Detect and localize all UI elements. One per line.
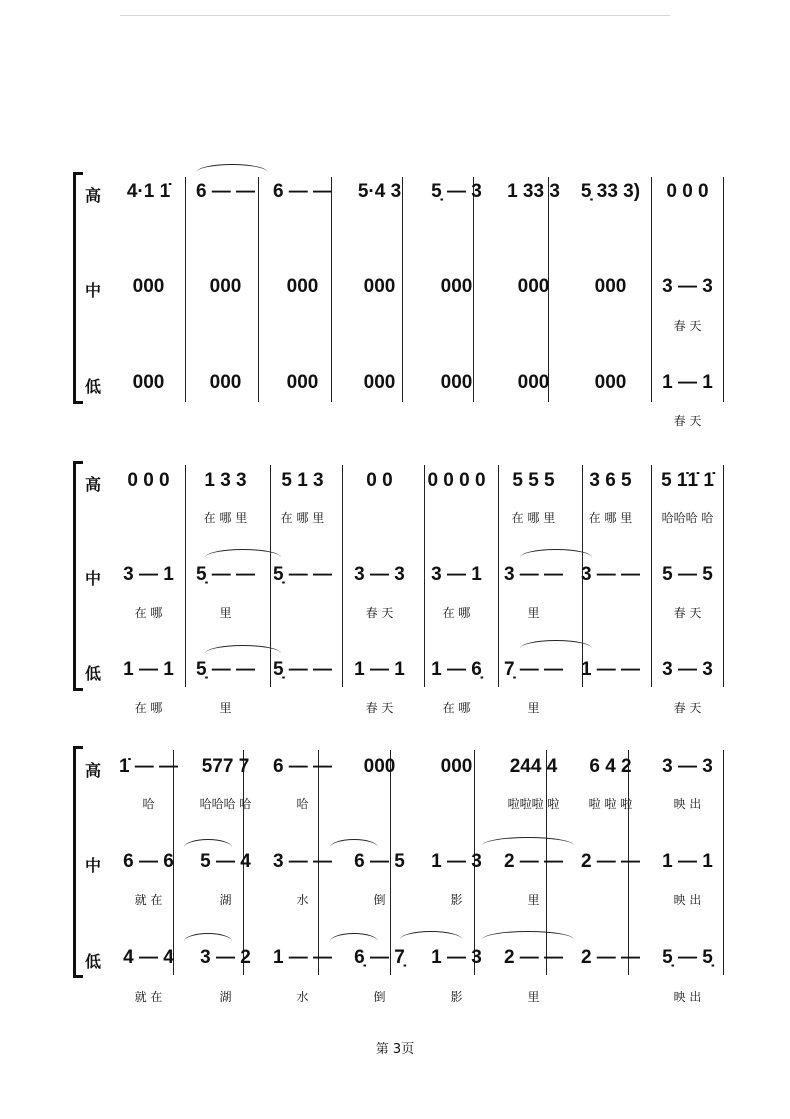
voice-label-mid: 中 [85, 569, 102, 588]
measure: 000 [517, 276, 550, 297]
measure: 2 — — [503, 947, 564, 968]
lyric: 春 天 [365, 606, 394, 620]
lyric [418, 795, 495, 812]
measure: 3 — 3 [662, 276, 713, 297]
system-brace [73, 746, 76, 978]
lyric: 里 [527, 893, 540, 907]
lyric [418, 412, 495, 429]
mid-voice-lyrics [110, 604, 726, 621]
measure: 5 1̇1̇ 1̇ [661, 470, 714, 491]
measure: 6̣ — 7̣ [354, 947, 405, 968]
measure: 000 [440, 756, 473, 777]
voice-label-high: 高 [85, 761, 102, 780]
measure: 000 [594, 372, 627, 393]
measure: 000 [132, 372, 165, 393]
lyric [572, 604, 649, 621]
lyric: 就 在 [134, 990, 163, 1004]
lyric [495, 317, 572, 334]
mid-voice-notes [110, 275, 726, 299]
mid-voice-notes [110, 850, 726, 874]
measure: 3 — — [503, 564, 564, 585]
measure: 6 — — [195, 181, 256, 202]
measure: 4·1 1̇ [126, 181, 171, 202]
measure: 000 [286, 276, 319, 297]
measure: 3 — 3 [662, 659, 713, 680]
lyric: 哈哈哈 哈 [661, 511, 714, 525]
measure: 1 — 6̣ [431, 659, 482, 680]
lyric [572, 317, 649, 334]
measure: 2 — — [503, 851, 564, 872]
high-voice-notes [110, 755, 726, 779]
lyric: 春 天 [365, 701, 394, 715]
measure: 000 [363, 372, 396, 393]
measure: 000 [363, 756, 396, 777]
lyric [187, 412, 264, 429]
lyric [572, 988, 649, 1005]
measure: 0 0 [366, 470, 393, 491]
lyric [110, 317, 187, 334]
measure: 1 — 1 [123, 659, 174, 680]
lyric: 里 [527, 606, 540, 620]
lyric [572, 891, 649, 908]
measure: 1 — 3 [431, 851, 482, 872]
low-voice-notes [110, 658, 726, 682]
lyric: 啦 啦 啦 [588, 797, 633, 811]
measure: 244 4 [509, 756, 558, 777]
measure: 6 — — [272, 756, 333, 777]
lyric [341, 317, 418, 334]
lyric [418, 317, 495, 334]
measure: 1 33 3 [507, 181, 560, 202]
lyric: 映 出 [673, 893, 702, 907]
measure: 2 — — [580, 947, 641, 968]
voice-label-low: 低 [85, 952, 102, 971]
lyric: 映 出 [673, 990, 702, 1004]
lyric [341, 509, 418, 526]
measure: 3 — — [272, 851, 333, 872]
lyric: 影 [450, 893, 463, 907]
voice-label-low: 低 [85, 377, 102, 396]
lyric: 啦啦啦 啦 [507, 797, 560, 811]
measure: 1 — 1 [662, 851, 713, 872]
measure: 1 3 3 [204, 470, 247, 491]
measure: 0 0 0 [127, 470, 170, 491]
lyric: 倒 [373, 990, 386, 1004]
low-voice-notes [110, 946, 726, 970]
measure: 6 — — [272, 181, 333, 202]
lyric: 在 哪 里 [280, 511, 325, 525]
measure: 6 — 5 [354, 851, 405, 872]
measure: 1 — 1 [354, 659, 405, 680]
mid-voice-lyrics [110, 317, 726, 334]
lyric: 里 [219, 701, 232, 715]
lyric [110, 509, 187, 526]
measure: 5̣ — — [195, 659, 256, 680]
voice-label-high: 高 [85, 475, 102, 494]
lyric [264, 317, 341, 334]
measure: 000 [209, 372, 242, 393]
measure: 000 [209, 276, 242, 297]
measure: 1̇ — — [118, 756, 179, 777]
mid-voice-notes [110, 563, 726, 587]
lyric: 倒 [373, 893, 386, 907]
lyric: 哈哈哈 哈 [199, 797, 252, 811]
measure: 1 — — [272, 947, 333, 968]
measure: 577 7 [201, 756, 250, 777]
measure: 1 — 1 [662, 372, 713, 393]
measure: 5̣ — 5̣ [662, 947, 713, 968]
lyric [341, 412, 418, 429]
measure: 2 — — [580, 851, 641, 872]
lyric: 水 [296, 893, 309, 907]
lyric [187, 317, 264, 334]
lyric: 春 天 [673, 701, 702, 715]
measure: 000 [440, 372, 473, 393]
lyric: 里 [219, 606, 232, 620]
lyric: 影 [450, 990, 463, 1004]
measure: 000 [363, 276, 396, 297]
measure: 0 0 0 [666, 181, 709, 202]
lyric: 在 哪 [134, 701, 163, 715]
measure: 4 — 4 [123, 947, 174, 968]
measure: 5 1 3 [281, 470, 324, 491]
measure: 5 — 5 [662, 564, 713, 585]
measure: 1 — 3 [431, 947, 482, 968]
lyric: 湖 [219, 990, 232, 1004]
measure: 5̣ 33 3) [580, 181, 641, 202]
measure: 3 6 5 [589, 470, 632, 491]
measure: 5̣ — — [272, 564, 333, 585]
lyric [264, 412, 341, 429]
tie [196, 164, 268, 181]
system-brace [73, 172, 76, 404]
lyric [572, 412, 649, 429]
lyric: 里 [527, 990, 540, 1004]
measure: 7̣ — — [503, 659, 564, 680]
measure: 3 — 1 [431, 564, 482, 585]
low-voice-lyrics [110, 412, 726, 429]
measure: 5 5 5 [512, 470, 555, 491]
voice-label-mid: 中 [85, 856, 102, 875]
lyric [418, 509, 495, 526]
measure: 6 4 2 [589, 756, 632, 777]
tie [520, 640, 592, 657]
lyric: 哈 [296, 797, 309, 811]
lyric: 春 天 [673, 606, 702, 620]
measure: 3 — — [580, 564, 641, 585]
lyric: 映 出 [673, 797, 702, 811]
lyric: 湖 [219, 893, 232, 907]
low-voice-lyrics [110, 699, 726, 716]
measure: 000 [594, 276, 627, 297]
lyric [264, 699, 341, 716]
lyric [572, 699, 649, 716]
low-voice-lyrics [110, 988, 726, 1005]
voice-label-mid: 中 [85, 281, 102, 300]
lyric [264, 604, 341, 621]
measure: 5·4 3 [357, 181, 402, 202]
lyric: 就 在 [134, 893, 163, 907]
measure: 5 — 4 [200, 851, 251, 872]
measure: 000 [132, 276, 165, 297]
lyric: 在 哪 里 [203, 511, 248, 525]
lyric: 在 哪 [134, 606, 163, 620]
measure: 000 [517, 372, 550, 393]
header-rule [120, 15, 670, 16]
measure: 000 [440, 276, 473, 297]
measure: 3 — 1 [123, 564, 174, 585]
measure: 3 — 2 [200, 947, 251, 968]
voice-label-high: 高 [85, 186, 102, 205]
high-voice-lyrics [110, 795, 726, 812]
measure: 5̣ — 3 [431, 181, 482, 202]
lyric: 水 [296, 990, 309, 1004]
voice-label-low: 低 [85, 664, 102, 683]
lyric: 春 天 [673, 414, 702, 428]
lyric [110, 412, 187, 429]
lyric: 在 哪 里 [588, 511, 633, 525]
measure: 5̣ — — [195, 564, 256, 585]
high-voice-notes [110, 180, 726, 204]
lyric: 在 哪 [442, 606, 471, 620]
measure: 1 — — [580, 659, 641, 680]
lyric [341, 795, 418, 812]
mid-voice-lyrics [110, 891, 726, 908]
measure: 3 — 3 [662, 756, 713, 777]
measure: 5̣ — — [272, 659, 333, 680]
system-brace [73, 461, 76, 691]
lyric: 春 天 [673, 319, 702, 333]
lyric [495, 412, 572, 429]
page-number: 第 3页 [375, 1042, 415, 1057]
measure: 3 — 3 [354, 564, 405, 585]
low-voice-notes [110, 371, 726, 395]
lyric: 在 哪 [442, 701, 471, 715]
high-voice-notes [110, 469, 726, 493]
measure: 6 — 6 [123, 851, 174, 872]
lyric: 在 哪 里 [511, 511, 556, 525]
lyric: 里 [527, 701, 540, 715]
measure: 000 [286, 372, 319, 393]
measure: 0 0 0 0 [427, 470, 486, 491]
high-voice-lyrics [110, 509, 726, 526]
lyric: 哈 [142, 797, 155, 811]
